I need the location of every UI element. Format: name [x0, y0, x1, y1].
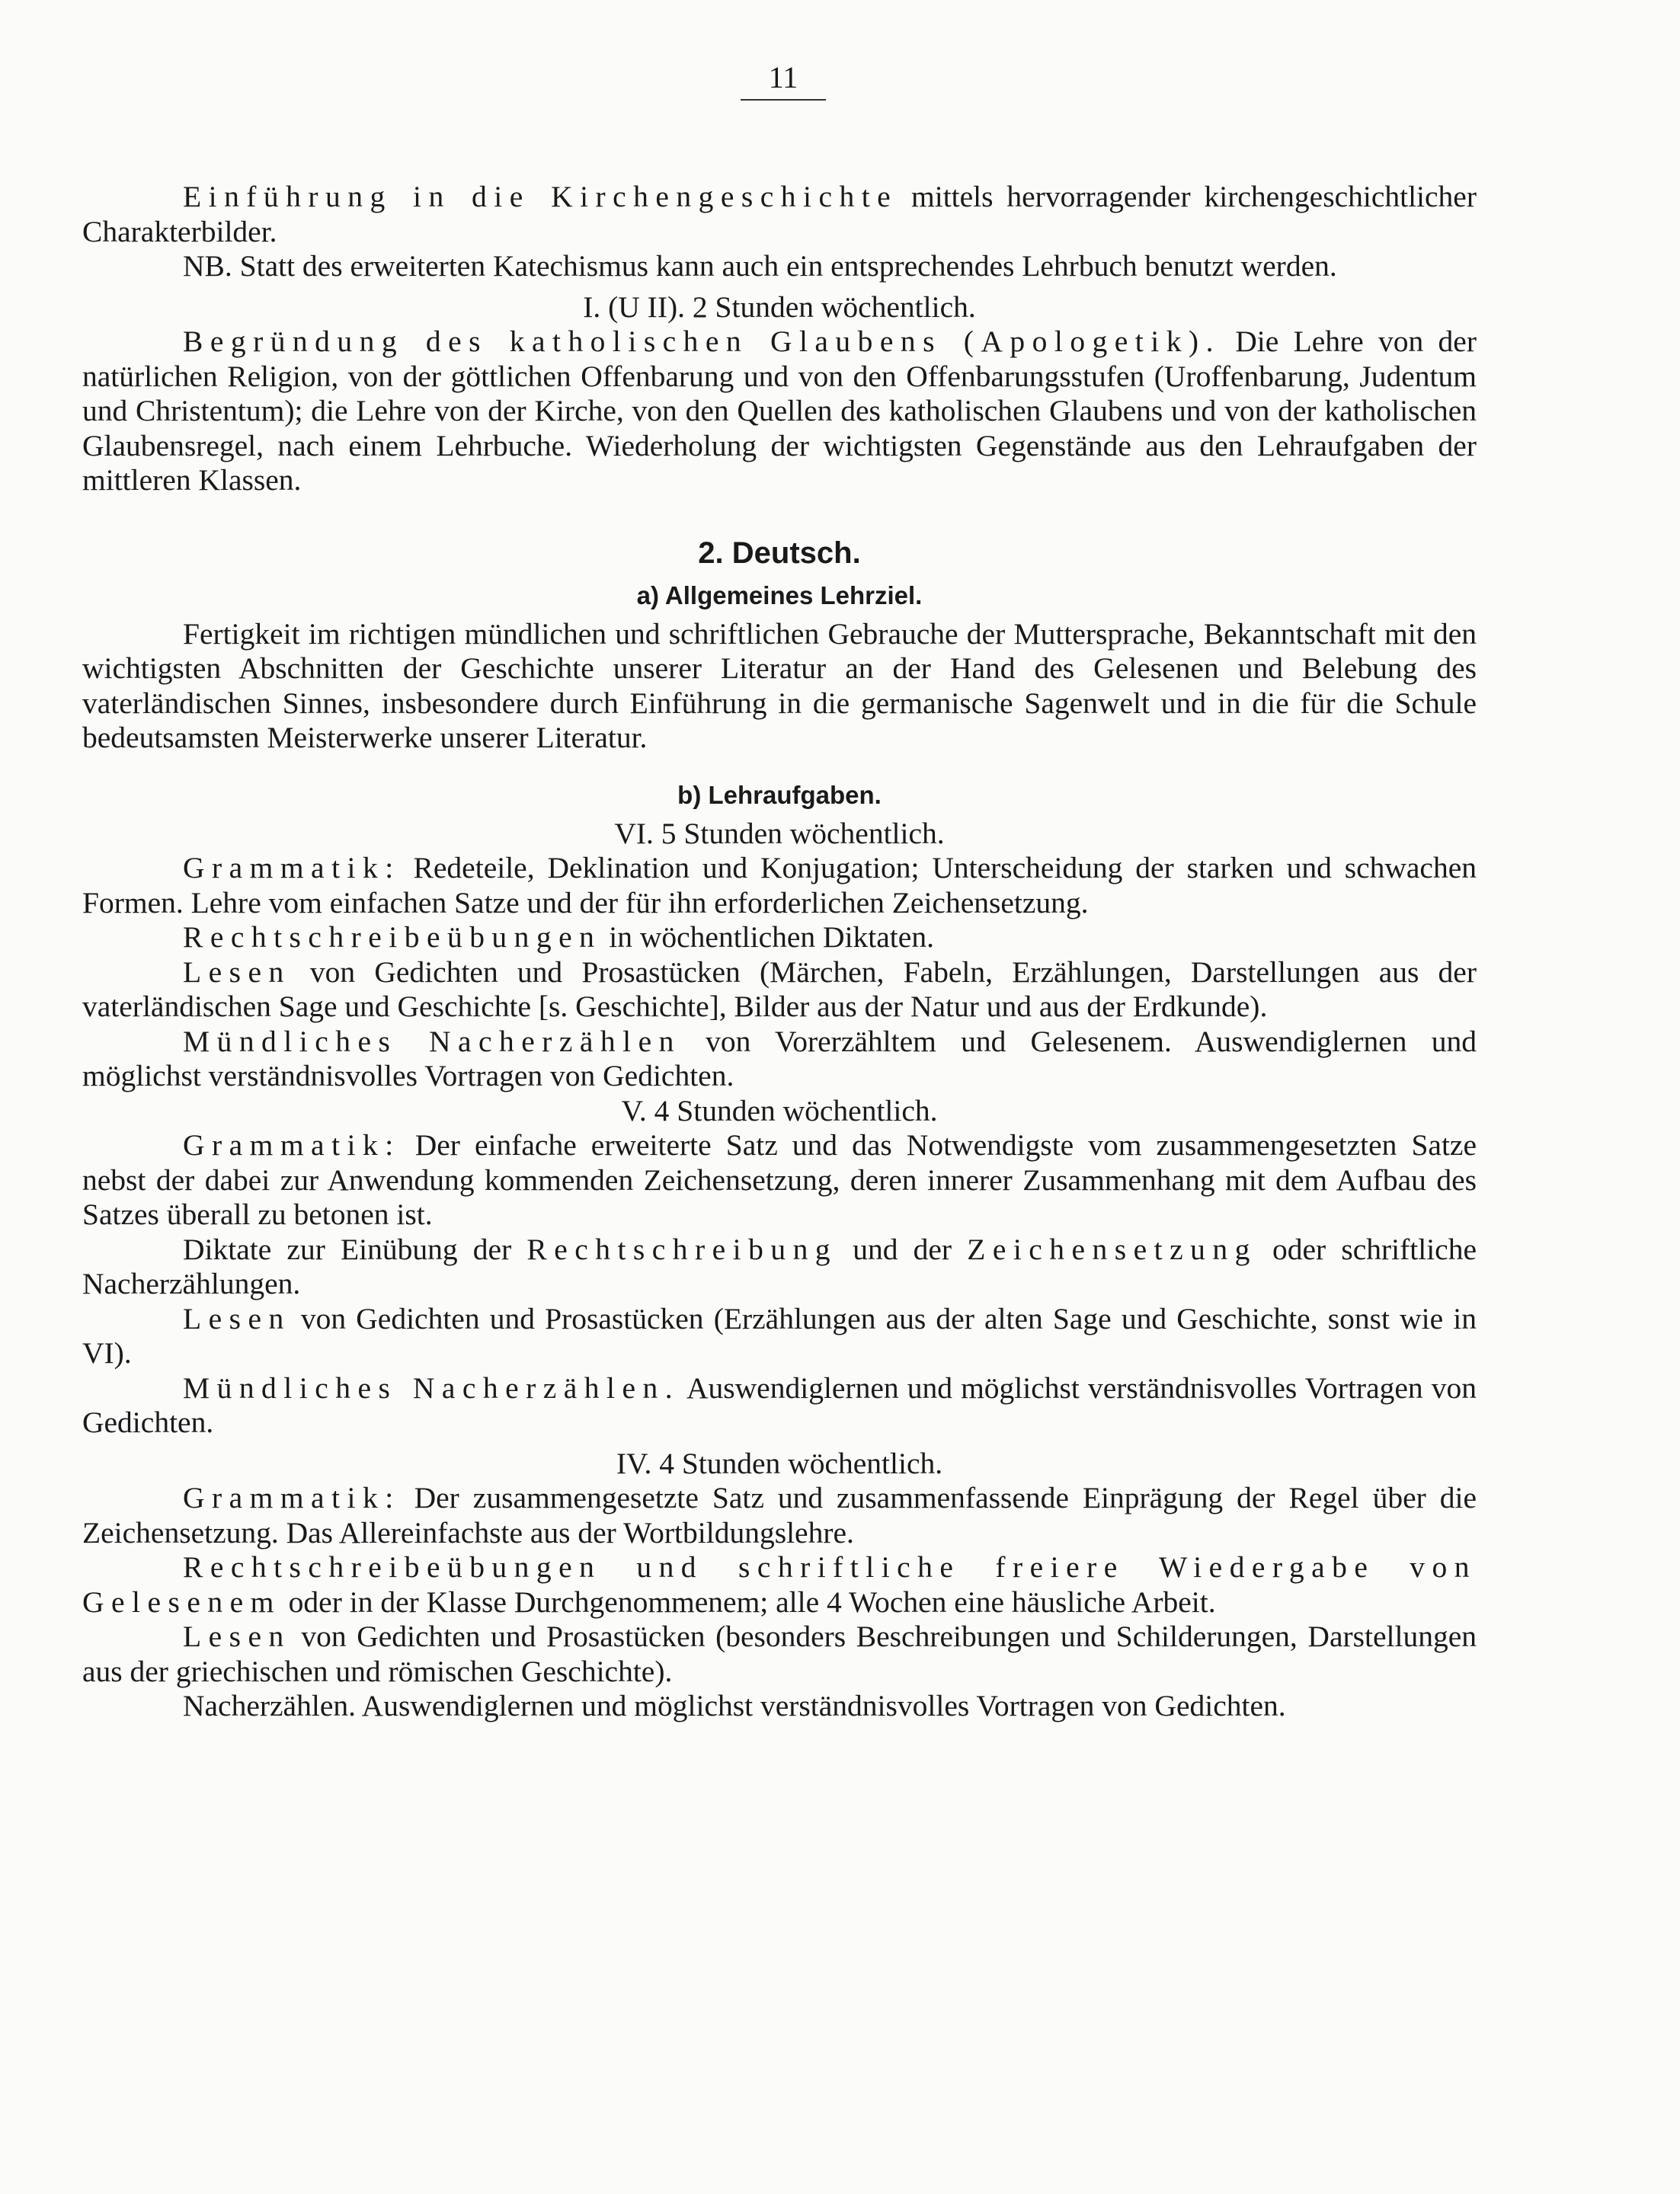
spaced-term: Lesen — [183, 1620, 291, 1653]
paragraph-text: von Gedichten und Prosastücken (Erzählungen aus der alten Sage und Geschichte, sonst wie in VI). — [82, 1301, 1477, 1370]
paragraph-text: von Gedichten und Prosastücken (besonders Beschreibungen und Schilderungen, Darstellungen aus der griechischen und römischen Geschichte). — [82, 1620, 1477, 1688]
subsection-title-lehrziel: a) Allgemeines Lehrziel. — [636, 580, 923, 609]
paragraph-text: Redeteile, Deklination und Konjugation; Unterscheidung der starken und schwachen Formen. Lehre vom einfachen Satze und der für ihn erforderlichen Zeichensetzung. — [82, 851, 1477, 919]
paragraph-kirchengeschichte — [82, 180, 1477, 249]
spaced-term: Grammatik: — [183, 1128, 401, 1162]
paragraph-text: oder schriftliche Nacherzählungen. — [82, 1232, 1477, 1300]
paragraph-text: in wöchentlichen Diktaten. — [601, 920, 934, 954]
paragraph-vi-rechtschreib — [82, 920, 1477, 955]
subsection-title-lehraufgaben: b) Lehraufgaben. — [677, 780, 882, 809]
paragraph-v-nacherzaehlen — [82, 1371, 1477, 1441]
paragraph-text: Auswendiglernen und möglichst verständnisvolles Vortragen von Gedichten. — [82, 1370, 1477, 1439]
paragraph-iv-nacherzaehlen: Nacherzählen. Auswendiglernen und möglichst verständnisvolles Vortragen von Gedichten. — [183, 1689, 1286, 1722]
grade-heading-iv: IV. 4 Stunden wöchentlich. — [616, 1446, 943, 1480]
paragraph-v-diktate — [82, 1233, 1477, 1302]
paragraph-iv-grammatik — [82, 1481, 1477, 1550]
paragraph-text: Diktate zur Einübung der — [183, 1232, 527, 1266]
paragraph-v-grammatik — [82, 1128, 1477, 1233]
paragraph-text: von Vorerzähltem und Gelesenem. Auswendiglernen und möglichst verständnisvolles Vortragen von Gedichten. — [82, 1024, 1477, 1092]
paragraph-text: Die Lehre von der natürlichen Religion, von der göttlichen Offenbarung und von den Offenbarungsstufen (Uroffenbarung, Judentum und Christentum); die Lehre von der Kirche, von den Quellen des katholischen Glaubens und von der katholischen Glaubensregel, nach einem Lehrbuche. Wiederholung der wichtigsten Gegenstände aus den Lehraufgaben der mittleren Klassen. — [82, 325, 1477, 497]
spaced-term: Rechtschreibeübungen und schriftliche freiere Wiedergabe von Gelesenem — [82, 1550, 1477, 1619]
spaced-term: Zeichensetzung — [967, 1232, 1257, 1266]
grade-heading-i: I. (U II). 2 Stunden wöchentlich. — [583, 289, 976, 324]
grade-heading-v: V. 4 Stunden wöchentlich. — [621, 1093, 938, 1127]
paragraph-text: Der zusammengesetzte Satz und zusammenfassende Einprägung der Regel über die Zeichensetzung. Das Allereinfachste aus der Wortbildungslehre. — [82, 1481, 1477, 1550]
paragraph-text: und der — [837, 1232, 968, 1266]
paragraph-nb-note: NB. Statt des erweiterten Katechismus kann auch ein entsprechendes Lehrbuch benutzt werden. — [183, 249, 1337, 283]
paragraph-text: von Gedichten und Prosastücken (Märchen, Fabeln, Erzählungen, Darstellungen aus der vaterländischen Sage und Geschichte [s. Geschichte], Bilder aus der Natur und aus der Erdkunde). — [82, 955, 1477, 1023]
spaced-term: Grammatik: — [183, 851, 401, 884]
spaced-term: Lesen — [183, 955, 291, 989]
paragraph-apologetik — [82, 325, 1477, 498]
paragraph-text: mittels hervorragender kirchengeschichtlicher Charakterbilder. — [82, 180, 1477, 248]
section-title: 2. Deutsch. — [698, 536, 861, 570]
paragraph-iv-lesen — [82, 1620, 1477, 1689]
page-body — [82, 180, 1477, 1724]
spaced-term: Begründung des katholischen Glaubens (Apologetik). — [183, 325, 1221, 358]
spaced-term: Mündliches Nacherzählen. — [183, 1370, 680, 1405]
spaced-term: Einführung in die Kirchengeschichte — [183, 180, 898, 213]
paragraph-vi-grammatik — [82, 851, 1477, 920]
spaced-term: Rechtschreibung — [526, 1232, 838, 1266]
paragraph-text: Der einfache erweiterte Satz und das Notwendigste vom zusammengesetzten Satze nebst der dabei zur Anwendung kommenden Zeichensetzung, deren innerer Zusammenhang mit dem Aufbau des Satzes überall zu betonen ist. — [82, 1128, 1477, 1231]
paragraph-v-lesen — [82, 1302, 1477, 1371]
spaced-term: Grammatik: — [183, 1481, 401, 1514]
grade-heading-vi: VI. 5 Stunden wöchentlich. — [614, 816, 945, 850]
paragraph-lehrziel: Fertigkeit im richtigen mündlichen und schriftlichen Gebrauche der Muttersprache, Bekanntschaft mit den wichtigsten Abschnitten der Geschichte unserer Literatur an der Hand des Gelesenen und Belebung des vaterländischen Sinnes, insbesondere durch Einführung in die germanische Sagenwelt und in die für die Schule bedeutsamsten Meisterwerke unserer Literatur. — [82, 616, 1477, 754]
spaced-term: Rechtschreibeübungen — [183, 920, 602, 954]
paragraph-vi-nacherzaehlen — [82, 1025, 1477, 1094]
paragraph-text: oder in der Klasse Durchgenommenem; alle 4 Wochen eine häusliche Arbeit. — [280, 1585, 1216, 1619]
paragraph-vi-lesen — [82, 955, 1477, 1025]
page-number: 11 — [741, 59, 826, 101]
spaced-term: Lesen — [183, 1301, 291, 1335]
spaced-term: Mündliches Nacherzählen — [183, 1024, 681, 1058]
paragraph-iv-rechtschreib — [82, 1550, 1477, 1620]
